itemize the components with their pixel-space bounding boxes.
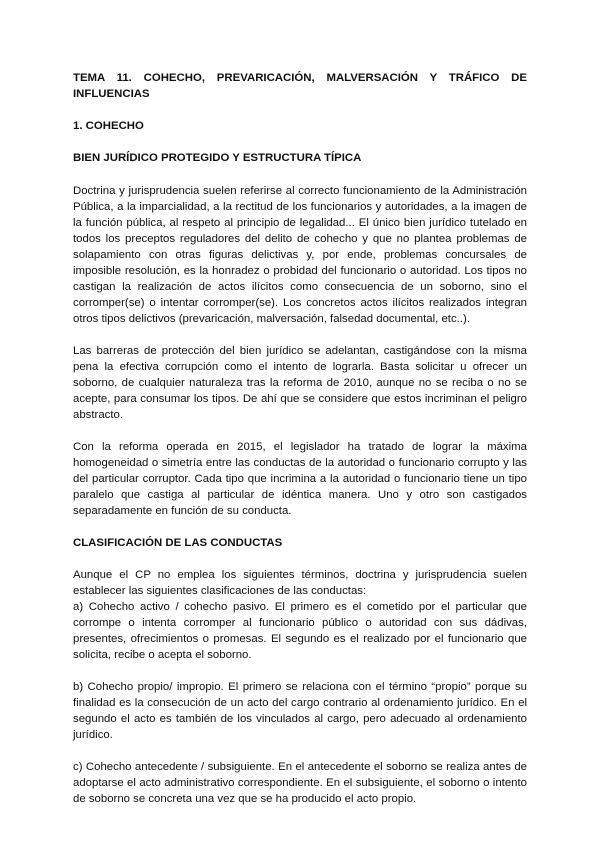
paragraph-reforma-2015: Con la reforma operada en 2015, el legislador ha tratado de lograr la máxima homogeneidad o simetría entre las conductas de la autoridad o funcionario corrupto y las del particular corruptor. Cada tipo que incrimina a la autoridad o funcionario tiene un tipo paralelo que castiga al particular de idéntica manera. Uno y otro son castigados separadamente en función de su conducta. <box>73 441 527 517</box>
list-item-cohecho-activo-pasivo: a) Cohecho activo / cohecho pasivo. El primero es el cometido por el particular que corrompe o intenta corromper al funcionario público o autoridad con sus dádivas, presentes, ofrecimientos o promesas. El segundo es el realizado por el funcionario que solicita, recibe o acepta el soborno. <box>73 601 527 661</box>
section-heading-cohecho: 1. COHECHO <box>73 120 144 132</box>
document-title: TEMA 11. COHECHO, PREVARICACIÓN, MALVERSACIÓN Y TRÁFICO DE INFLUENCIAS <box>73 72 527 100</box>
list-item-cohecho-antecedente-subsiguiente: c) Cohecho antecedente / subsiguiente. En el antecedente el soborno se realiza antes de adoptarse el acto administrativo correspondiente. En el subsiguiente, el soborno o intento de soborno se concreta una vez que se ha producido el acto propio. <box>73 761 527 805</box>
paragraph-clasificacion-intro: Aunque el CP no emplea los siguientes términos, doctrina y jurisprudencia suelen establecer las siguientes clasificaciones de las conductas: <box>73 569 527 597</box>
subheading-bien-juridico: BIEN JURÍDICO PROTEGIDO Y ESTRUCTURA TÍPICA <box>73 152 362 164</box>
paragraph-bien-juridico: Doctrina y jurisprudencia suelen referirse al correcto funcionamiento de la Administración Pública, a la imparcialidad, a la rectitud de los funcionarios y autoridades, a la imagen de la función pública, al respeto al principio de legalidad... El único bien jurídico tutelado en todos los preceptos reguladores del delito de cohecho y que no plantea problemas de solapamiento con otras figuras delictivas y, por ende, problemas concursales de imposible resolución, es la honradez o probidad del funcionario o autoridad. Los tipos no castigan la realización de actos ilícitos como consecuencia de un soborno, sino el corromper(se) o intentar corromper(se). Los concretos actos ilícitos realizados integran otros tipos delictivos (prevaricación, malversación, falsedad documental, etc..). <box>73 185 527 325</box>
list-item-cohecho-propio-impropio: b) Cohecho propio/ impropio. El primero se relaciona con el término “propio” porque su finalidad es la consecución de un acto del cargo contrario al ordenamiento jurídico. En el segundo el acto es también de los vinculados al cargo, pero adecuado al ordenamiento jurídico. <box>73 681 527 741</box>
subheading-clasificacion: CLASIFICACIÓN DE LAS CONDUCTAS <box>73 537 283 549</box>
paragraph-barreras: Las barreras de protección del bien jurídico se adelantan, castigándose con la misma pena la efectiva corrupción como el intento de lograrla. Basta solicitar u ofrecer un soborno, de cualquier naturaleza tras la reforma de 2010, aunque no se reciba o no se acepte, para consumar los tipos. De ahí que se considere que estos incriminan el peligro abstracto. <box>73 345 527 421</box>
document-body <box>73 70 527 807</box>
